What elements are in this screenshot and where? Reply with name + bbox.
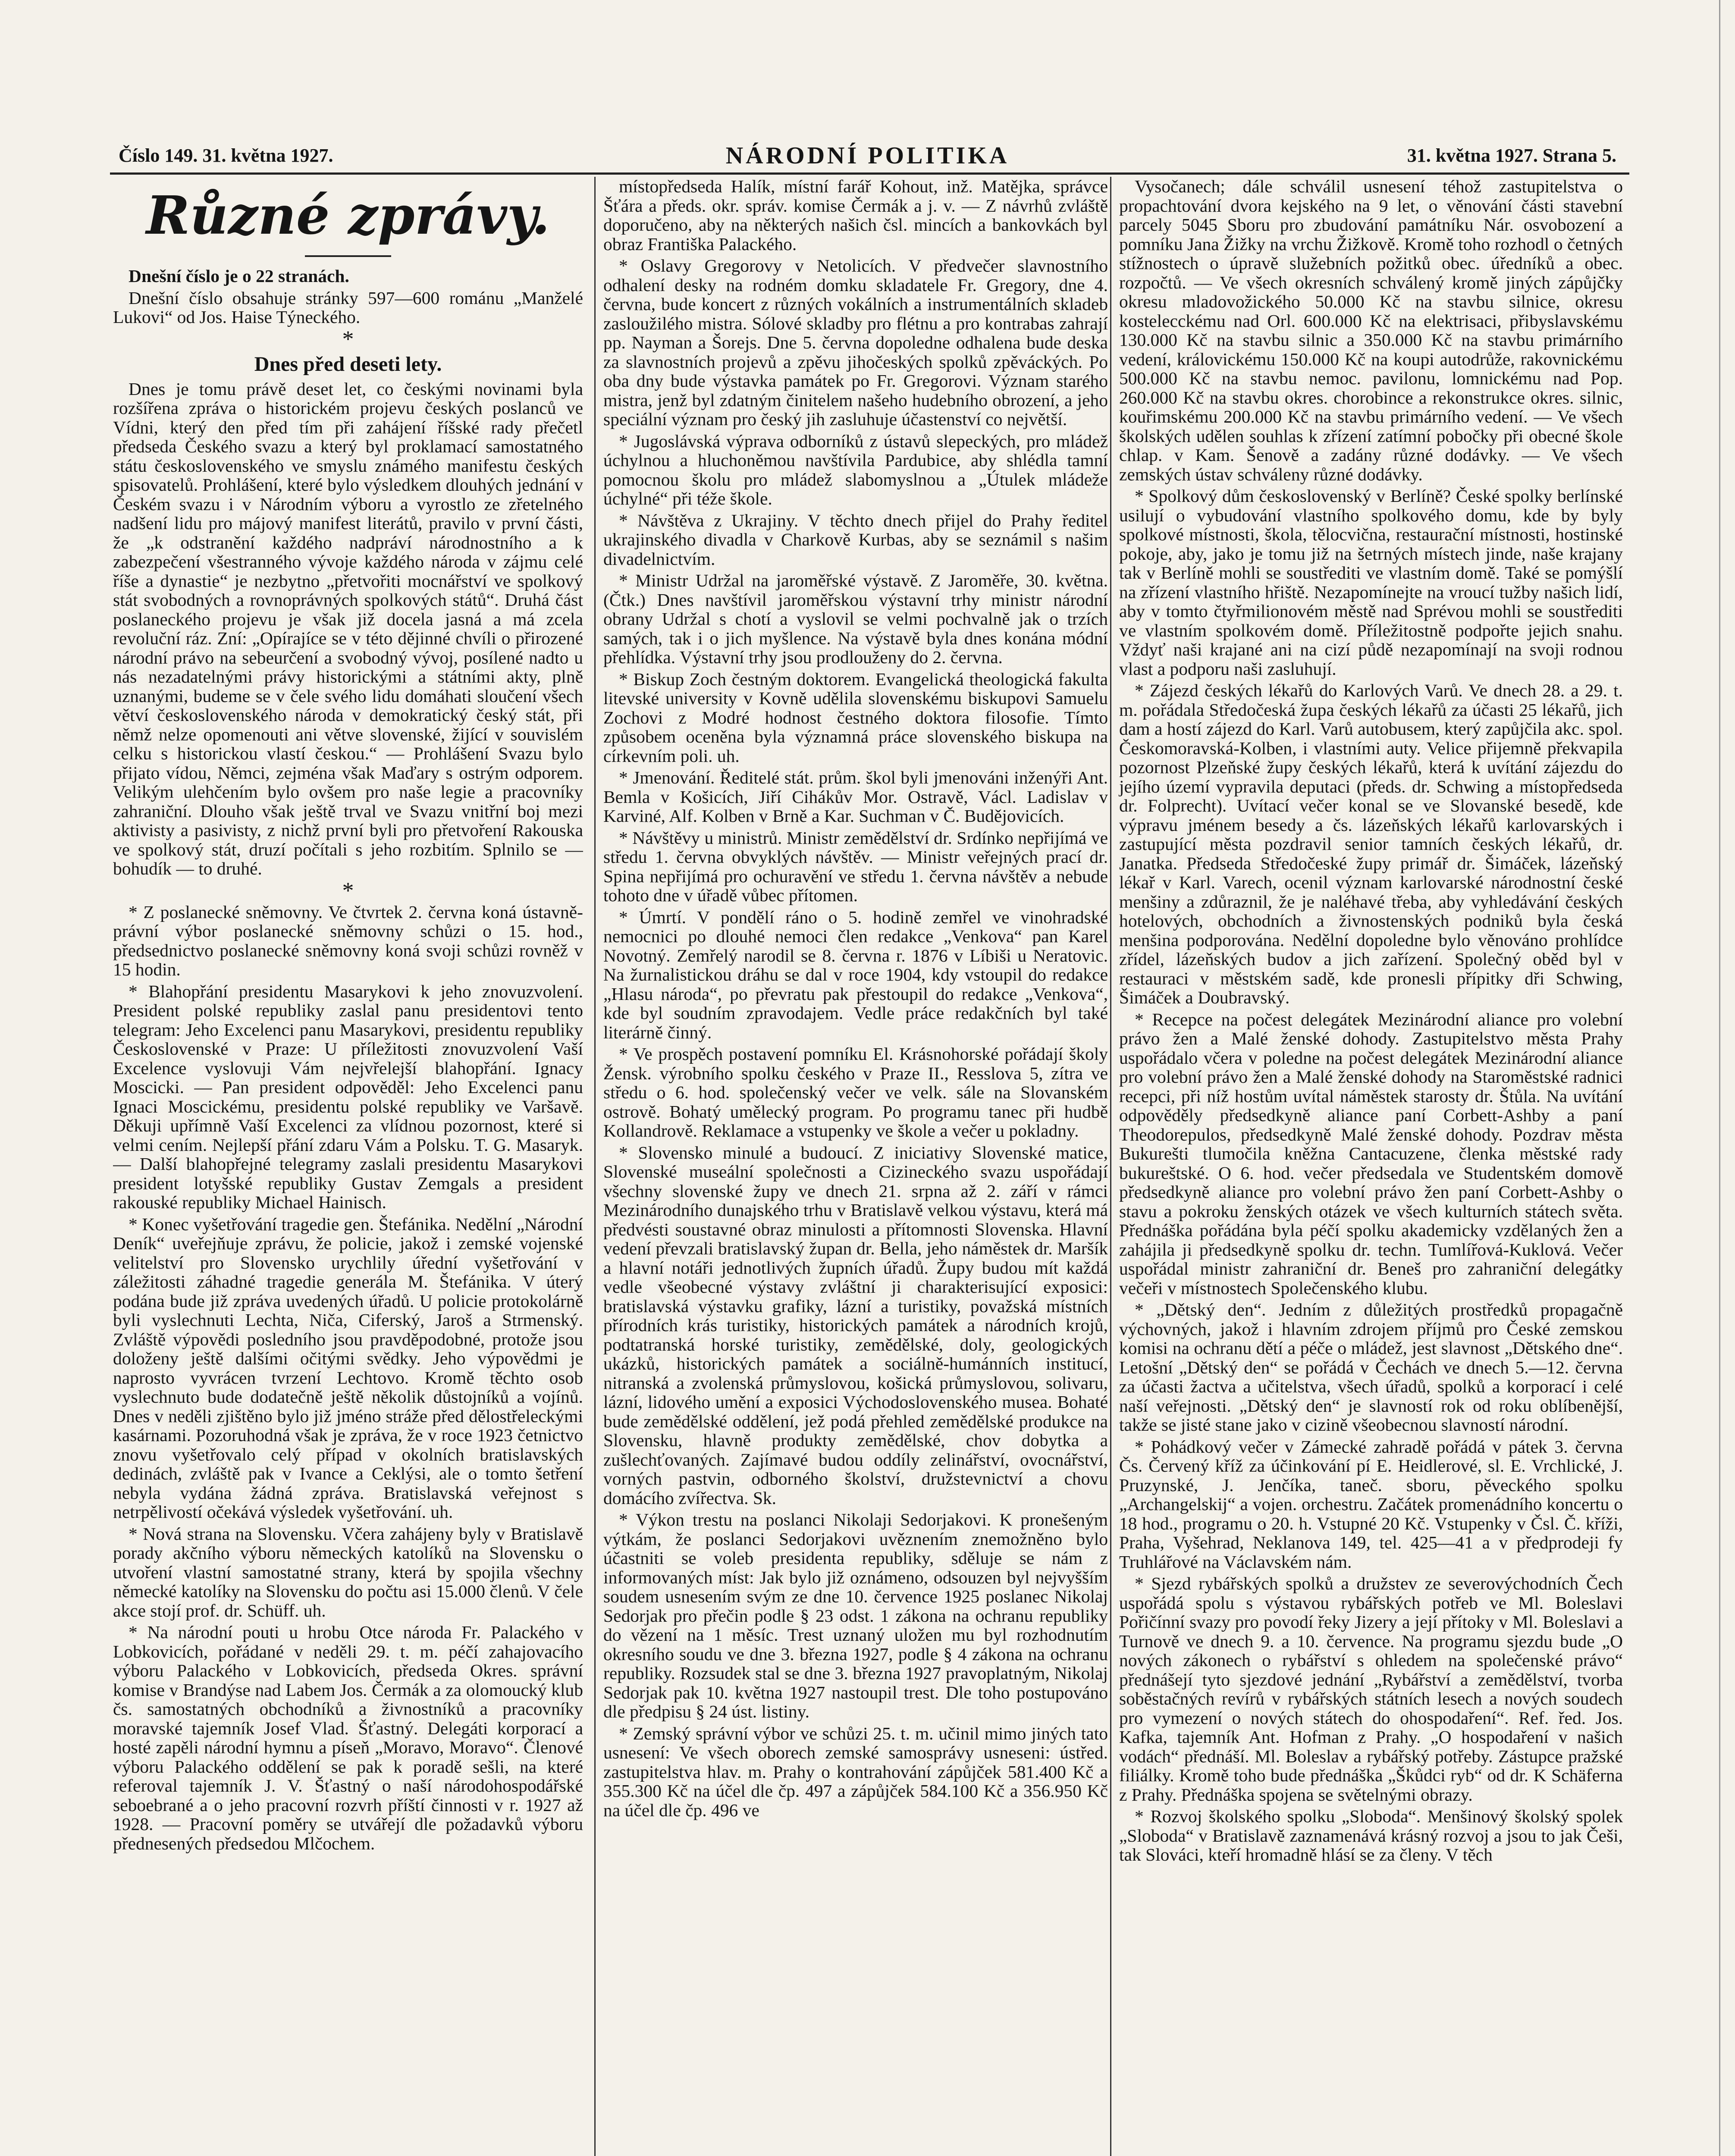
article-paragraph: * Zemský správní výbor ve schůzi 25. t. m. učinil mimo jiných tato usnesení: Ve všech oborech zemské samosprávy usneseni: ústřed. zastupitelstva hlav. m. Prahy o kontrahování zápůjček 581.400 Kč a 355.300 Kč na účel dle čp. 497 a zápůjček 584.100 Kč a 356.950 Kč na účel dle čp. 496 ve	[603, 1723, 1108, 1820]
newspaper-masthead: NÁRODNÍ POLITIKA	[725, 142, 1010, 169]
article-paragraph: * Ve prospěch postavení pomníku El. Krásnohorské pořádají školy Žensk. výrobního spolku českého v Praze II., Resslova 5, zítra ve středu o 6. hod. společenský večer ve velk. sále na Slovanském ostrově. Bohatý umělecký program. Po programu tanec při hudbě Kollandrově. Reklamace a vstupenky ve škole a večer u pokladny.	[603, 1044, 1108, 1141]
date-and-page: 31. května 1927. Strana 5.	[1407, 145, 1616, 166]
article-paragraph: * Sjezd rybářských spolků a družstev ze severovýchodních Čech uspořádá spolu s výstavou rybářských potřeb ve Ml. Boleslavi Pořičínní svazy pro povodí řeky Jizery a její přítoky v Ml. Boleslavi a Turnově ve dnech 9. a 10. července. Na programu sjezdu bude „O nových zákonech o rybářství s ohledem na společenské právo“ přednášejí tyto sjezdové jednání „Rybářství a zemědělství, tvorba soběstačných revírů v rybářských státních lesech a nových soudech pro vymezení o nových státech do ohospodaření“. Ref. řed. Jos. Kafka, tajemník Ant. Hofman z Prahy. „O hospodaření v našich vodách“ přednáší. Ml. Boleslav a rybářský potřeby. Zástupce pražské filiálky. Kromě toho bude přednáška „Škůdci ryb“ od dr. K Schäferna z Prahy. Přednáška spojena se světelnými obrazy.	[1119, 1573, 1623, 1805]
article-paragraph: * Oslavy Gregorovy v Netolicích. V předvečer slavnostního odhalení desky na rodném domku skladatele Fr. Gregory, dne 4. června, bude koncert z různých vokálních a instrumentálních skladeb zasloužilého mistra. Sólové skladby pro flétnu a pro kontrabas zahrají pp. Nayman a Šorejs. Dne 5. června dopoledne odhalena bude deska za slavnostních projevů a zpěvu jihočeských spolků zpěváckých. Po oba dny bude výstavka památek po Fr. Gregorovi. Význam starého mistra, jenž byl zdatným činitelem našeho hudebního obrození, a jeho speciální význam pro český jih zasluhuje účastenství co největší.	[603, 256, 1108, 429]
asterism: *	[342, 326, 354, 352]
column-2	[594, 177, 1108, 2156]
column-3	[1110, 177, 1623, 2156]
article-paragraph: Dnešní číslo obsahuje stránky 597—600 románu „Manželé Lukovi“ od Jos. Haise Týneckého.	[113, 288, 583, 327]
article-paragraph: * Zájezd českých lékařů do Karlových Varů. Ve dnech 28. a 29. t. m. pořádala Středočeská župa českých lékařů za účasti 25 lékařů, jich dam a hostí zájezd do Karl. Varů autobusem, který zapůjčila akc. spol. Českomoravská-Kolben, i vlastními auty. Velice přijemně překvapila pozornost Plzeňské župy českých lékařů, která k uvítání zájezdu do jejího území vypravila deputaci (předs. dr. Schwing a místopředseda dr. Folprecht). Uvítací večer konal se ve Slovanské besedě, kde výpravu jménem besedy a čs. lázeňských lékařů karlovarských i zastupující města pozdravil senior tamních českých lékařů, dr. Janatka. Předseda Středočeské župy primář dr. Šimáček, lázeňský lékař v Karl. Varech, ocenil význam karlovarské národnostní české menšiny a zdůraznil, že je naléhavé třeba, aby vyhledávání českých hotelových, obchodních a živnostenských podniků byla česká menšina podporována. Nedělní dopoledne bylo věnováno prohlídce zřídel, lázeňských budov a jich zařízení. Společný oběd byl v restauraci v městském sadě, kde pronesli přípitky dři Schwing, Šimáček a Doubravský.	[1119, 680, 1623, 1007]
header-rule	[110, 172, 1629, 175]
column-1	[113, 177, 583, 2156]
article-paragraph: místopředseda Halík, místní farář Kohout, inž. Matějka, správce Šťára a předs. okr. správ. komise Čermák a j. v. — Z návrhů zvláště doporučeno, aby na některých našich čsl. mincích a bankovkách byl obraz Františka Palackého.	[603, 177, 1108, 254]
article-paragraph: * Z poslanecké sněmovny. Ve čtvrtek 2. června koná ústavně-právní výbor poslanecké sněmovny schůzi o 15. hod., předsednictvo poslanecké sněmovny koná svoji schůzi rovněž v 15 hodin.	[113, 902, 583, 979]
article-paragraph: * Na národní pouti u hrobu Otce národa Fr. Palackého v Lobkovicích, pořádané v neděli 29. t. m. péčí zahajovacího výboru Palackého v Lobkovicích, předseda Okres. správní komise v Brandýse nad Labem Jos. Čermák a za olomoucký klub čs. samostatných obchodníků a živnostníků a pracovníky moravské tajemník Josef Vlad. Šťastný. Delegáti korporací a hosté zapěli národní hymnu a píseň „Moravo, Moravo“. Členové výboru Palackého oddělení se pak k poradě sešli, na které referoval tajemník J. V. Šťastný o naší národohospodářské seboebrané a o jeho pracovní rozvrh příští činnosti v r. 1927 až 1928. — Pracovní poměry se utvářejí dle požadavků výboru přednesených předsedou Mlčochem.	[113, 1622, 583, 1853]
article-paragraph: Dnes je tomu právě deset let, co českými novinami byla rozšířena zpráva o historickém projevu českých poslanců ve Vídni, který den před tím při zahájení říšské rady přečetl předseda Českého svazu a který byl proklamací samostatného státu československého ve smyslu známého manifestu českých spisovatelů. Prohlášení, které bylo výsledkem dlouhých jednání v Českém svazu i v Národním výboru a vyrostlo ze zřetelného nadšení lidu pro májový manifest literátů, pravilo v první části, že „k odstranění každého nadpráví národnostního a k zabezpečení všestranného vývoje každého národa v zájmu celé říše a dynastie“ je nezbytno „přetvořiti mocnářství ve spolkový stát svobodných a rovnoprávných spolkových států“. Druhá část poslaneckého projevu je však již docela jasná a má zcela revoluční ráz. Zní: „Opírajíce se v této dějinné chvíli o přirozené národní právo na sebeurčení a svobodný vývoj, posílené nadto u nás nezadatelnými právy historickými a státními akty, plně uznanými, budeme se v čele svého lidu domáhati sloučení všech větví československého národa v demokratický český stát, při němž nelze opomenouti ani větve slovenské, žijící v souvislém celku s historickou vlastí českou.“ — Prohlášení Svazu bylo přijato vídou, Němci, zejména však Maďary s ostrým odporem. Velikým ulehčením bylo ovšem pro naše legie a pracovníky zahraniční. Dlouho však ještě trval ve Svazu vnitřní boj mezi aktivisty a pasivisty, z nichž první byli pro přetvoření Rakouska ve spolkový stát, druzí počítali s jeho rozbitím. Splnilo se — bohudík — to druhé.	[113, 379, 583, 878]
article-paragraph: * Konec vyšetřování tragedie gen. Štefánika. Nedělní „Národní Deník“ uveřejňuje zprávu, že policie, jakož i zemské vojenské velitelství pro Slovensko urychlily úřední vyšetřování v záležitosti záhadné tragedie generála M. Štefánika. V úterý podána bude již zpráva uvedených úřadů. U policie protokolárně byli vyslechnuti Lechta, Niča, Ciferský, Jaroš a Strmenský. Zvláště výpovědi posledního jsou pravděpodobné, protože jsou doloženy ještě dalšími očitými svědky. Jeho výpovědmi je naprosto vyvrácen tvrzení Lechtovo. Kromě těchto osob vyslechnuto bude dodatečně ještě několik důstojníků a vojínů. Dnes v neděli zjištěno bylo již jméno stráže před dělostřeleckými kasárnami. Pozoruhodná však je zpráva, že v roce 1923 četnictvo znovu vyšetřovalo celý případ v okolních bratislavských dedinách, zvláště pak v Ivance a Ceklýsi, ale o tomto šetření nebyla vydána žádná zpráva. Bratislavská veřejnost s netrpělivostí očekává výsledek vyšetřování. uh.	[113, 1214, 583, 1522]
article-paragraph: * Recepce na počest delegátek Mezinárodní aliance pro volební právo žen a Malé ženské dohody. Zastupitelstvo města Prahy uspořádalo včera v poledne na počest delegátek Mezinárodní aliance pro volební právo žen a Malé ženské dohody na Staroměstské radnici recepci, při níž hostům uvítal náměstek starosty dr. Štůla. Na uvítání odpověděly předsedkyně aliance paní Corbett-Ashby a paní Theodorepulos, předsedkyně Malé ženské dohody. Pozdrav města Bukurešti tlumočila kněžna Cantacuzene, členka městské rady bukureštské. O 6. hod. večer předsedala ve Studentském domově předsedkyně aliance pro volební právo žen paní Corbett-Ashby o stavu a pokroku ženských otázek ve všech kulturních státech světa. Přednáška pořádána byla péčí spolku akademicky vzdělaných žen a zahájila ji předsedkyně spolku dr. techn. Tumlířová-Kuklová. Večer uspořádal ministr zahraniční dr. Beneš pro zahraniční delegátky večeři v místnostech Společenského klubu.	[1119, 1009, 1623, 1298]
article-paragraph: * Spolkový dům československý v Berlíně? České spolky berlínské usilují o vybudování vlastního spolkového domu, kde by byly spolkové místnosti, škola, tělocvična, restaurační místnosti, hostinské pokoje, aby, jako je tomu již na šetrných místech jinde, naše krajany tak v Berlíně mohli se soustřediti ve vlastním domě. Také se pomýšlí na zřízení vlastního hřiště. Nezapomínejte na vroucí tužby našich lidí, aby v tomto čtyřmilionovém městě nad Sprévou mohli se soustřediti ve vlastním spolkovém domě. Příležitostně podpořte jejich snahu. Vždyť naši krajané ani na cizí půdě nezapomínají na svoji rodnou vlast a podporu naši zasluhují.	[1119, 486, 1623, 679]
title-divider	[305, 255, 391, 257]
article-paragraph: * Rozvoj školského spolku „Sloboda“. Menšinový školský spolek „Sloboda“ v Bratislavě zaznamenává krásný rozvoj a jsou to jak Češi, tak Slováci, kteří hromadně hlásí se za členy. V těch	[1119, 1806, 1623, 1865]
article-paragraph: * Pohádkový večer v Zámecké zahradě pořádá v pátek 3. června Čs. Červený kříž za účinkování pí E. Heidlerové, sl. E. Vrchlické, J. Pruzynské, J. Jenčíka, taneč. sboru, pěveckého spolku „Archangelskij“ a vojen. orchestru. Začátek promenádního koncertu o 18 hod., programu o 20. h. Vstupné 20 Kč. Vstupenky v Čsl. Č. kříži, Praha, Vyšehrad, Neklanova 149, tel. 425—41 a v předprodeji fy Truhlářové na Václavském nám.	[1119, 1436, 1623, 1572]
page-header	[110, 144, 1625, 175]
article-paragraph: Dnešní číslo je o 22 stranách.	[129, 266, 349, 286]
article-paragraph: * Jugoslávská výprava odborníků z ústavů slepeckých, pro mládež úchylnou a hluchoněmou navštívila Pardubice, aby shlédla tamní pomocnou školu pro mládež slabomyslnou a „Útulek mládeže úchylné“ při téže škole.	[603, 431, 1108, 508]
asterism: *	[342, 877, 354, 903]
article-paragraph: * Úmrtí. V pondělí ráno o 5. hodině zemřel ve vinohradské nemocnici po dlouhé nemoci člen redakce „Venkova“ pan Karel Novotný. Zemřelý narodil se 8. června r. 1876 v Líbiši u Neratovic. Na žurnalistickou dráhu se dal v roce 1904, kdy vstoupil do redakce „Hlasu národa“, po převratu pak přestoupil do redakce „Venkova“, kde byl soudním zpravodajem. Vedle práce redakčních byl také literárně činný.	[603, 907, 1108, 1042]
right-margin-line	[1719, 0, 1726, 2156]
article-paragraph: * „Dětský den“. Jedním z důležitých prostředků propagačně výchovných, jakož i hlavním zdrojem příjmů pro České zemskou komisi na ochranu dětí a péče o mládež, jest slavnost „Dětského dne“. Letošní „Dětský den“ se pořádá v Čechách ve dnech 5.—12. června za účasti žactva a učitelstva, všech úřadů, spolků a korporací i celé naší veřejnosti. „Dětský den“ je slavností rok od roku oblíbenější, takže se jisté stane jako v cizině všeobecnou slavností národní.	[1119, 1300, 1623, 1435]
article-paragraph: * Jmenování. Ředitelé stát. prům. škol byli jmenováni inženýři Ant. Bemla v Košicích, Jiří Cihákův Mor. Ostravě, Václ. Ladislav v Karviné, Alf. Kolben v Brně a Kar. Suchman v Č. Budějovicích.	[603, 768, 1108, 826]
article-paragraph: * Biskup Zoch čestným doktorem. Evangelická theologická fakulta litevské university v Kovně udělila slovenskému biskupovi Samuelu Zochovi z Modré hodnost čestného doktora filosofie. Tímto způsobem oceněna byla významná práce slovenského biskupa na církevním poli. uh.	[603, 669, 1108, 766]
article-paragraph: * Návštěva z Ukrajiny. V těchto dnech přijel do Prahy ředitel ukrajinského divadla v Charkově Kurbas, aby se seznámil s našim divadelnictvím.	[603, 510, 1108, 569]
article-paragraph: Vysočanech; dále schválil usnesení téhož zastupitelstva o propachtování dvora kejského na 9 let, o věnování části stavební parcely 5045 Sboru pro zbudování památníku Nár. osvobození a pomníku Jana Žižky na vrchu Žižkově. Kromě toho rozhodl o četných stížnostech o úpravě služebních požitků obec. úředníků a obec. rozpočtů. — Ve všech okresních schválený kromě jiných zápůjčky okresu mladovožického 50.000 Kč na stavbu silnice, okresu kostelecckému nad Orl. 600.000 Kč na elektrisaci, přibyslavskému 130.000 Kč na stavbu silnic a 350.000 Kč na stavbu primárního vedení, královickému 150.000 Kč na koupi autodrůže, rakovnickému 500.000 Kč na stavbu nemoc. pavilonu, lomnickému nad Pop. 260.000 Kč na stavbu okres. chorobince a rekonstrukce okres. silnic, kouřimskému 200.000 Kč na stavbu primárního vedení. — Ve všech školských udělen souhlas k zřízení zatímní pobočky při obecné škole chlap. v Kam. Šenově a zadány různé dodávky. — Ve všech zemských ústav schváleny různé dodávky.	[1119, 177, 1623, 484]
article-paragraph: * Ministr Udržal na jaroměřské výstavě. Z Jaroměře, 30. května. (Čtk.) Dnes navštívil jaroměřskou výstavní trhy ministr národní obrany Udržal s chotí a vyslovil se velmi pochvalně jak o trzích samých, tak i o jich myšlence. Na výstavě byla dnes konána módní přehlídka. Výstavní trhy jsou prodlouženy do 2. června.	[603, 570, 1108, 667]
article-paragraph: * Výkon trestu na poslanci Nikolaji Sedorjakovi. K pronešeným výtkám, že poslanci Sedorjakovi uvěznením znemožněno bylo účastniti se voleb presidenta republiky, sděluje se nám z informovaných míst: Jak bylo již oznámeno, odsouzen byl nejvyšším soudem usnesením svým ze dne 10. července 1925 poslanec Nikolaj Sedorjak pro přečin podle § 23 odst. 1 zákona na ochranu republiky do vězení na 1 měsíc. Trest uznaný uložen mu byl rozhodnutím okresního soudu ve dne 3. března 1927, podle § 4 zákona na ochranu republiky. Rozsudek stal se dne 3. března 1927 pravoplatným, Nikolaj Sedorjak pak 10. května 1927 nastoupil trest. Dle toho postupováno dle předpisu § 24 úst. listiny.	[603, 1510, 1108, 1721]
article-paragraph: * Nová strana na Slovensku. Včera zahájeny byly v Bratislavě porady akčního výboru německých katolíků na Slovensku o utvoření vlastní samostatné strany, která by spojila všechny německé katolíky na Slovensku do počtu asi 15.000 členů. V čele akce stojí prof. dr. Schüff. uh.	[113, 1523, 583, 1620]
section-title: Různé zprávy.	[146, 184, 550, 246]
article-paragraph: * Blahopřání presidentu Masarykovi k jeho znovuzvolení. President polské republiky zaslal panu presidentovi tento telegram: Jeho Excelenci panu Masarykovi, presidentu republiky Československé v Praze: U příležitosti znovuzvolení Vaší Excelence vyslovuji Vám nejvřelejší blahopřání. Ignacy Moscicki. — Pan president odpověděl: Jeho Excelenci panu Ignaci Moscickému, presidentu polské republiky ve Varšavě. Děkuji upřímně Vaší Excelenci za vlídnou pozornost, které si velmi cením. Nejlepší přání zdaru Vám a Polsku. T. G. Masaryk. — Další blahopřejné telegramy zaslali presidentu Masarykovi president lotyšské republiky Gustav Zemgals a president rakouské republiky Michael Hainisch.	[113, 981, 583, 1212]
article-paragraph: * Návštěvy u ministrů. Ministr zemědělství dr. Srdínko nepřijímá ve středu 1. června obvyklých návštěv. — Ministr veřejných prací dr. Spina nepřijímá pro ochuravění ve středu 1. června návštěv a nebude tohoto dne v úřadě vůbec přítomen.	[603, 827, 1108, 905]
article-heading: Dnes před deseti lety.	[254, 352, 442, 376]
article-paragraph: * Slovensko minulé a budoucí. Z iniciativy Slovenské matice, Slovenské museální společnosti a Cizineckého svazu uspořádají všechny slovenské župy ve dnech 21. srpna až 2. září v rámci Mezinárodního dunajského trhu v Bratislavě velkou výstavu, která má předvésti soustavné obraz minulosti a přítomnosti Slovenska. Hlavní vedení převzali bratislavský župan dr. Bella, jeho náměstek dr. Maršík a hlavní notáři jednotlivých župních úřadů. Župy budou mít každá vedle všeobecné výstavy zvláštní ji charakterisující exposici: bratislavská výstavku grafiky, lázní a turistiky, považská místních přírodních krás turistiky, historických památek a národních krojů, podtatranská horské turistiky, zemědělské, doly, geologických ukázků, historických památek a sociálně-humánních institucí, nitranská a zvolenská průmyslovou, košická průmyslovou, solivaru, lázní, lidového umění a exposici Východoslovenského musea. Bohaté bude zemědělské oddělení, jež podá přehled zemědělské produkce na Slovensku, hlavně produkty zemědělské, chov dobytka a zušlechťovaných. Zajímavé budou oddíly zelinářství, ovocnářství, vorných pastvin, odborného školství, družstevnictví a chovu domácího zvířectva. Sk.	[603, 1142, 1108, 1508]
issue-number: Číslo 149. 31. května 1927.	[119, 145, 333, 166]
